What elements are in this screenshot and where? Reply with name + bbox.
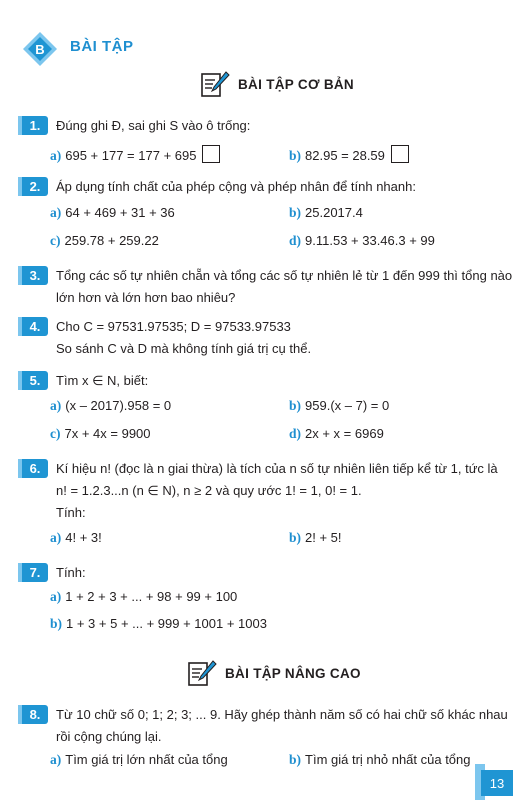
problem-7-b bbox=[50, 616, 267, 632]
problem-number: 8. bbox=[22, 705, 48, 724]
option-label: a) bbox=[50, 205, 62, 220]
option-label: b) bbox=[289, 205, 302, 220]
option-label: d) bbox=[289, 233, 302, 248]
problem-number: 2. bbox=[22, 177, 48, 196]
problem-number: 6. bbox=[22, 459, 48, 478]
option-text: 1 + 2 + 3 + ... + 98 + 99 + 100 bbox=[65, 589, 238, 604]
option-text: 2! + 5! bbox=[305, 530, 342, 545]
option-text: Tìm giá trị lớn nhất của tổng bbox=[65, 752, 228, 767]
option-text: 9.11.53 + 33.46.3 + 99 bbox=[305, 233, 435, 248]
problem-6-a bbox=[50, 530, 102, 546]
problem-1-text: Đúng ghi Đ, sai ghi S vào ô trống: bbox=[56, 118, 251, 133]
option-label: a) bbox=[50, 752, 62, 767]
problem-6-line2: n! = 1.2.3...n (n ∈ N), n ≥ 2 và quy ước 1! = 1, 0! = 1. bbox=[56, 483, 362, 498]
problem-number: 4. bbox=[22, 317, 48, 336]
problem-number: 7. bbox=[22, 563, 48, 582]
option-text: (x – 2017).958 = 0 bbox=[65, 398, 172, 413]
problem-5-c bbox=[50, 426, 151, 442]
problem-6-b bbox=[289, 530, 342, 546]
option-label: d) bbox=[289, 426, 302, 441]
problem-3-line1: Tổng các số tự nhiên chẵn và tổng các số tự nhiên lẻ từ 1 đến 999 thì tổng nào bbox=[56, 268, 513, 283]
problem-5-b bbox=[289, 398, 389, 414]
option-label: b) bbox=[289, 148, 302, 163]
problem-2-c bbox=[50, 233, 159, 249]
option-text: 4! + 3! bbox=[65, 530, 102, 545]
option-text: 25.2017.4 bbox=[305, 205, 363, 220]
option-label: a) bbox=[50, 398, 62, 413]
answer-box[interactable] bbox=[202, 145, 220, 163]
advanced-heading-text: BÀI TẬP NÂNG CAO bbox=[225, 665, 361, 681]
option-text: 64 + 469 + 31 + 36 bbox=[65, 205, 175, 220]
problem-2-b bbox=[289, 205, 363, 221]
option-text: 1 + 3 + 5 + ... + 999 + 1001 + 1003 bbox=[66, 616, 267, 631]
problem-1-a bbox=[50, 145, 220, 164]
option-label: a) bbox=[50, 148, 62, 163]
option-text: 82.95 = 28.59 bbox=[305, 148, 385, 163]
problem-8-line2: rồi cộng chúng lại. bbox=[56, 729, 162, 744]
problem-5-d bbox=[289, 426, 384, 442]
problem-2-d bbox=[289, 233, 435, 249]
option-text: 259.78 + 259.22 bbox=[64, 233, 159, 248]
problem-2-a bbox=[50, 205, 175, 221]
problem-7-text: Tính: bbox=[56, 565, 86, 580]
option-text: 695 + 177 = 177 + 695 bbox=[65, 148, 197, 163]
pencil-note-icon bbox=[200, 70, 230, 98]
section-badge-letter: B bbox=[35, 42, 45, 57]
basic-heading-text: BÀI TẬP CƠ BẢN bbox=[238, 76, 354, 92]
option-label: a) bbox=[50, 530, 62, 545]
option-text: 2x + x = 6969 bbox=[305, 426, 384, 441]
pencil-note-icon bbox=[187, 659, 217, 687]
option-label: c) bbox=[50, 426, 61, 441]
problem-8-b bbox=[289, 752, 471, 768]
problem-2-text: Áp dụng tính chất của phép cộng và phép nhân để tính nhanh: bbox=[56, 179, 416, 194]
problem-number: 1. bbox=[22, 116, 48, 135]
option-label: b) bbox=[50, 616, 63, 631]
problem-3-line2: lớn hơn và lớn hơn bao nhiêu? bbox=[56, 290, 236, 305]
problem-4-line2: So sánh C và D mà không tính giá trị cụ thể. bbox=[56, 341, 312, 356]
section-title: BÀI TẬP bbox=[70, 38, 134, 55]
problem-8-line1: Từ 10 chữ số 0; 1; 2; 3; ... 9. Hãy ghép thành năm số có hai chữ số khác nhau bbox=[56, 707, 508, 722]
problem-4-line1: Cho C = 97531.97535; D = 97533.97533 bbox=[56, 319, 291, 334]
page-number: 13 bbox=[481, 770, 513, 796]
section-badge-icon bbox=[22, 31, 58, 67]
problem-6-line3: Tính: bbox=[56, 505, 86, 520]
option-label: b) bbox=[289, 398, 302, 413]
option-text: 959.(x – 7) = 0 bbox=[305, 398, 390, 413]
option-label: b) bbox=[289, 530, 302, 545]
problem-5-a bbox=[50, 398, 171, 414]
answer-box[interactable] bbox=[391, 145, 409, 163]
option-label: c) bbox=[50, 233, 61, 248]
problem-6-line1: Kí hiệu n! (đọc là n giai thừa) là tích của n số tự nhiên liên tiếp kể từ 1, tức là bbox=[56, 461, 498, 476]
basic-heading bbox=[200, 70, 354, 98]
option-text: Tìm giá trị nhỏ nhất của tổng bbox=[305, 752, 471, 767]
option-label: b) bbox=[289, 752, 302, 767]
problem-5-text: Tìm x ∈ N, biết: bbox=[56, 373, 149, 388]
advanced-heading bbox=[187, 659, 361, 687]
problem-8-a bbox=[50, 752, 228, 768]
problem-number: 5. bbox=[22, 371, 48, 390]
problem-number: 3. bbox=[22, 266, 48, 285]
option-label: a) bbox=[50, 589, 62, 604]
option-text: 7x + 4x = 9900 bbox=[64, 426, 151, 441]
problem-1-b bbox=[289, 145, 409, 164]
problem-7-a bbox=[50, 589, 237, 605]
